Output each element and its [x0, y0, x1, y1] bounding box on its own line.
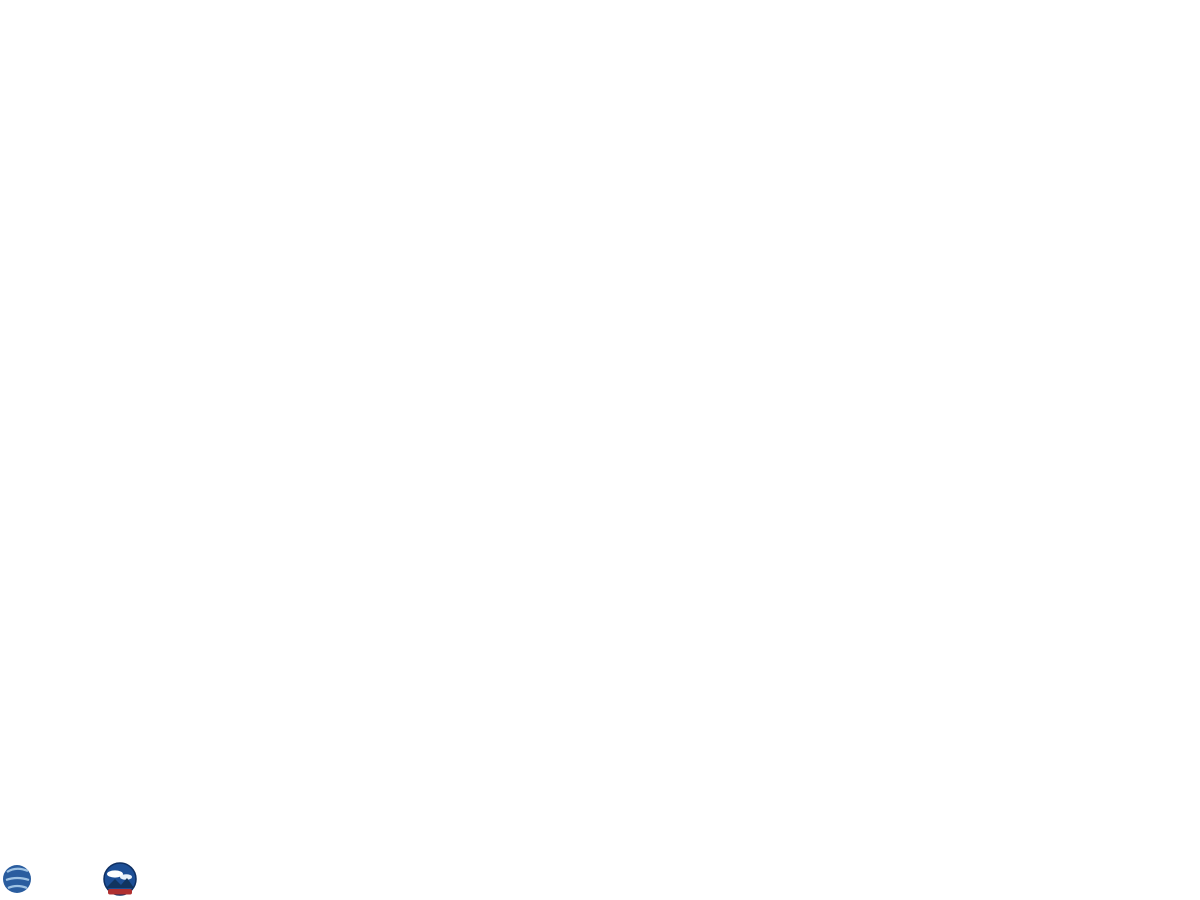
badge-banner [108, 889, 132, 895]
badge-cloud-2 [120, 874, 132, 880]
cira-logo [2, 852, 172, 900]
